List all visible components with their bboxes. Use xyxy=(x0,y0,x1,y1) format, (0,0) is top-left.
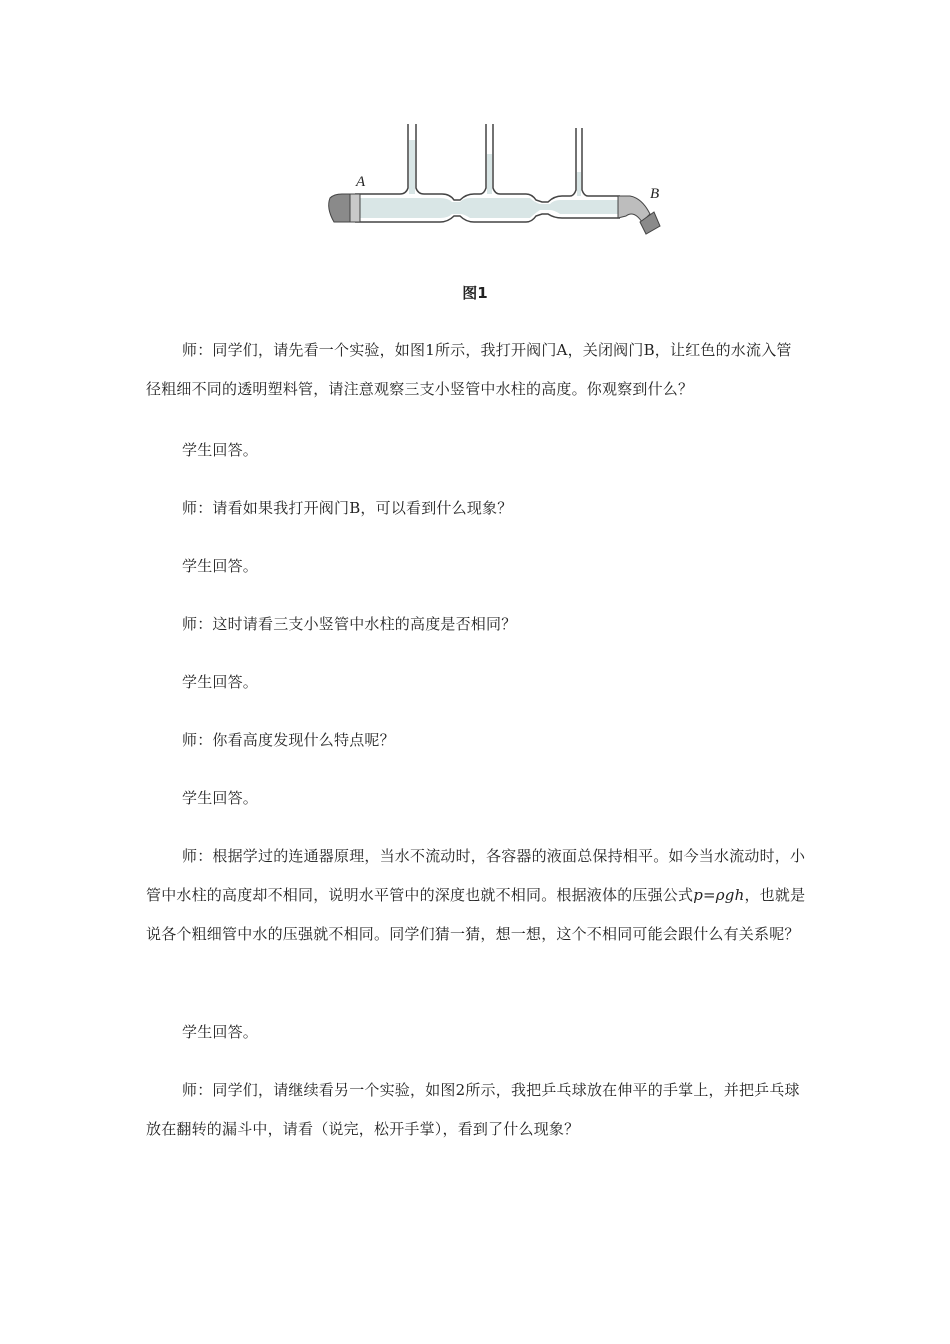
paragraph-teacher-4: 师：你看高度发现什么特点呢？ xyxy=(182,731,395,749)
paragraph-teacher-1: 师：同学们，请先看一个实验，如图1所示，我打开阀门A，关闭阀门B，让红色的水流入管径粗细不同的透明塑料管，请注意观察三支小竖管中水柱的高度。你观察到什么？ xyxy=(146,341,792,398)
paragraph-student-answer-1: 学生回答。 xyxy=(182,441,259,459)
pressure-formula: p=ρgh xyxy=(693,886,745,904)
valve-a-label: A xyxy=(356,174,366,190)
paragraph-student-answer-3: 学生回答。 xyxy=(182,673,259,691)
paragraph-teacher-6: 师：同学们，请继续看另一个实验，如图2所示，我把乒乓球放在伸平的手掌上，并把乒乓球放在翻转的漏斗中，请看（说完，松开手掌），看到了什么现象？ xyxy=(146,1081,800,1138)
paragraph-student-answer-4: 学生回答。 xyxy=(182,789,259,807)
paragraph-teacher-5-text-before: 师：根据学过的连通器原理，当水不流动时，各容器的液面总保持相平。如今当水流动时，小管中水柱的高度却不相同，说明水平管中的深度也就不相同。根据液体的压强公式 xyxy=(146,847,806,904)
paragraph-student-answer-2: 学生回答。 xyxy=(182,557,259,575)
paragraph-teacher-5 xyxy=(146,837,806,954)
paragraph-teacher-3: 师：这时请看三支小竖管中水柱的高度是否相同？ xyxy=(182,615,517,633)
paragraph-teacher-5-text-after: ，也就是说各个粗细管中水的压强就不相同。同学们猜一猜，想一想，这个不相同可能会跟什么有关系呢？ xyxy=(146,886,806,943)
valve-b-label: B xyxy=(650,186,660,202)
paragraph-teacher-2: 师：请看如果我打开阀门B，可以看到什么现象？ xyxy=(182,499,513,517)
pipe-diagram xyxy=(320,118,670,248)
figure-caption: 图1 xyxy=(462,284,488,302)
paragraph-student-answer-5: 学生回答。 xyxy=(182,1023,259,1041)
pipe-experiment-figure xyxy=(320,118,670,248)
